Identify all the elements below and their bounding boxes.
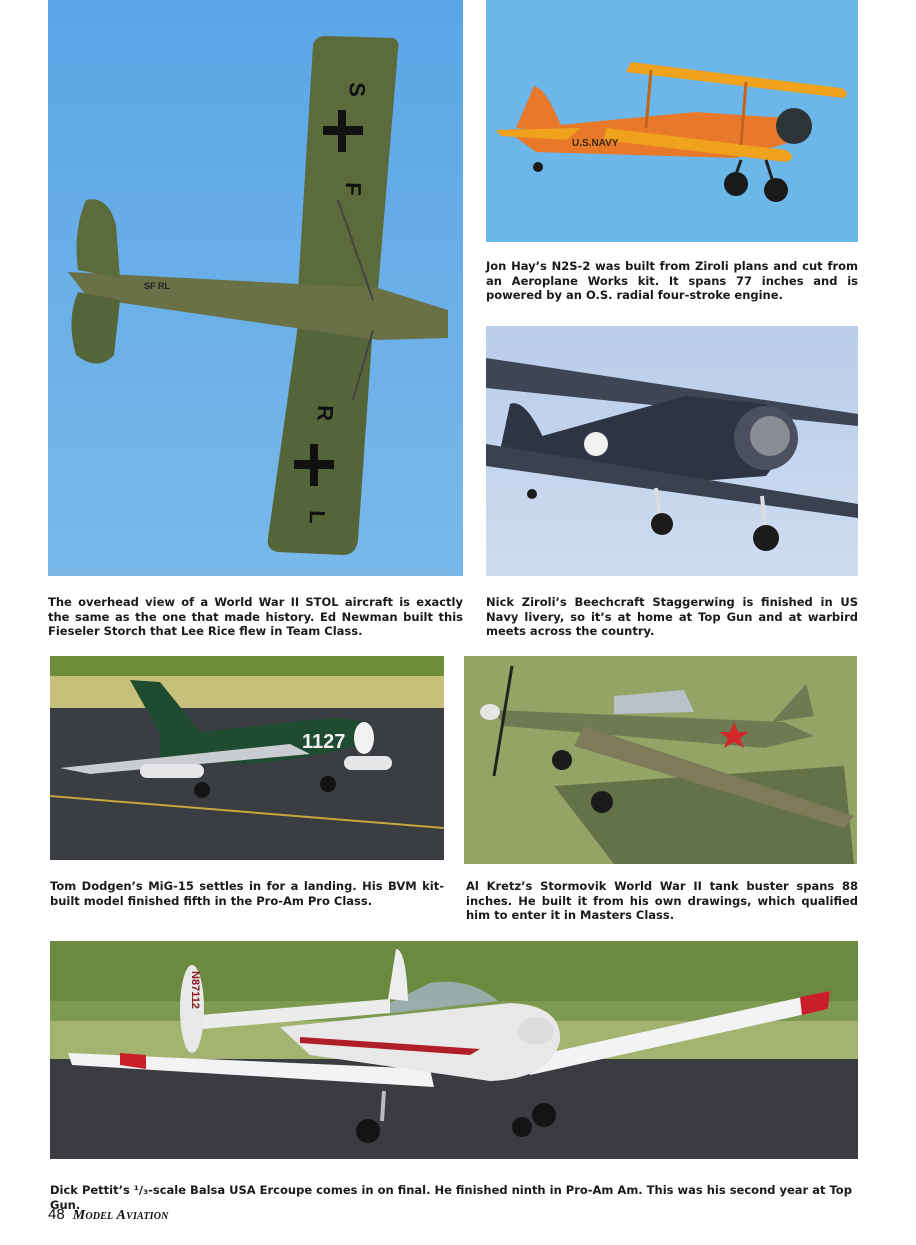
storch-fuselage-code: SF RL — [144, 281, 170, 291]
photo-staggerwing — [486, 326, 858, 576]
photo-fieseler-storch — [48, 0, 463, 576]
photo-ercoupe — [50, 941, 858, 1159]
storch-wing-letter-s: S — [344, 81, 370, 98]
mig-fuselage-number: 1127 — [302, 731, 346, 753]
caption-staggerwing: Nick Ziroli’s Beechcraft Staggerwing is finished in US Navy livery, so it’s at home at Top Gun and at warbird meets across the country. — [486, 595, 858, 638]
storch-wing-letter-r: R — [312, 404, 338, 422]
caption-mig: Tom Dodgen’s MiG-15 settles in for a landing. His BVM kit-built model finished fifth in the Pro-Am Pro Class. — [50, 879, 444, 908]
caption-stormovik: Al Kretz’s Stormovik World War II tank buster spans 88 inches. He built it from his own drawings, which qualified him to enter it in Masters Class. — [466, 879, 858, 922]
caption-ercoupe: Dick Pettit’s ¹/₃-scale Balsa USA Ercoupe comes in on final. He finished ninth in Pro-Am Am. This was his second year at Top Gun. — [50, 1183, 852, 1212]
storch-wing-letter-l: L — [304, 509, 330, 525]
ercoupe-tail-registration: N87112 — [189, 971, 201, 1009]
page-folio — [48, 1206, 169, 1226]
photo-stormovik — [464, 656, 857, 864]
photo-n2s-stearman — [486, 0, 858, 242]
caption-storch: The overhead view of a World War II STOL aircraft is exactly the same as the one that made history. Ed Newman built this Fieseler Storch that Lee Rice flew in Team Class. — [48, 595, 463, 638]
storch-wing-letter-f: F — [340, 181, 366, 197]
photo-mig-15 — [50, 656, 444, 860]
n2s-fuselage-marking: U.S.NAVY — [572, 138, 619, 149]
caption-n2s: Jon Hay’s N2S-2 was built from Ziroli plans and cut from an Aeroplane Works kit. It spans 77 inches and is powered by an O.S. radial four-stroke engine. — [486, 259, 858, 302]
magazine-name: Model Aviation — [72, 1208, 169, 1223]
page-number: 48 — [48, 1206, 65, 1223]
